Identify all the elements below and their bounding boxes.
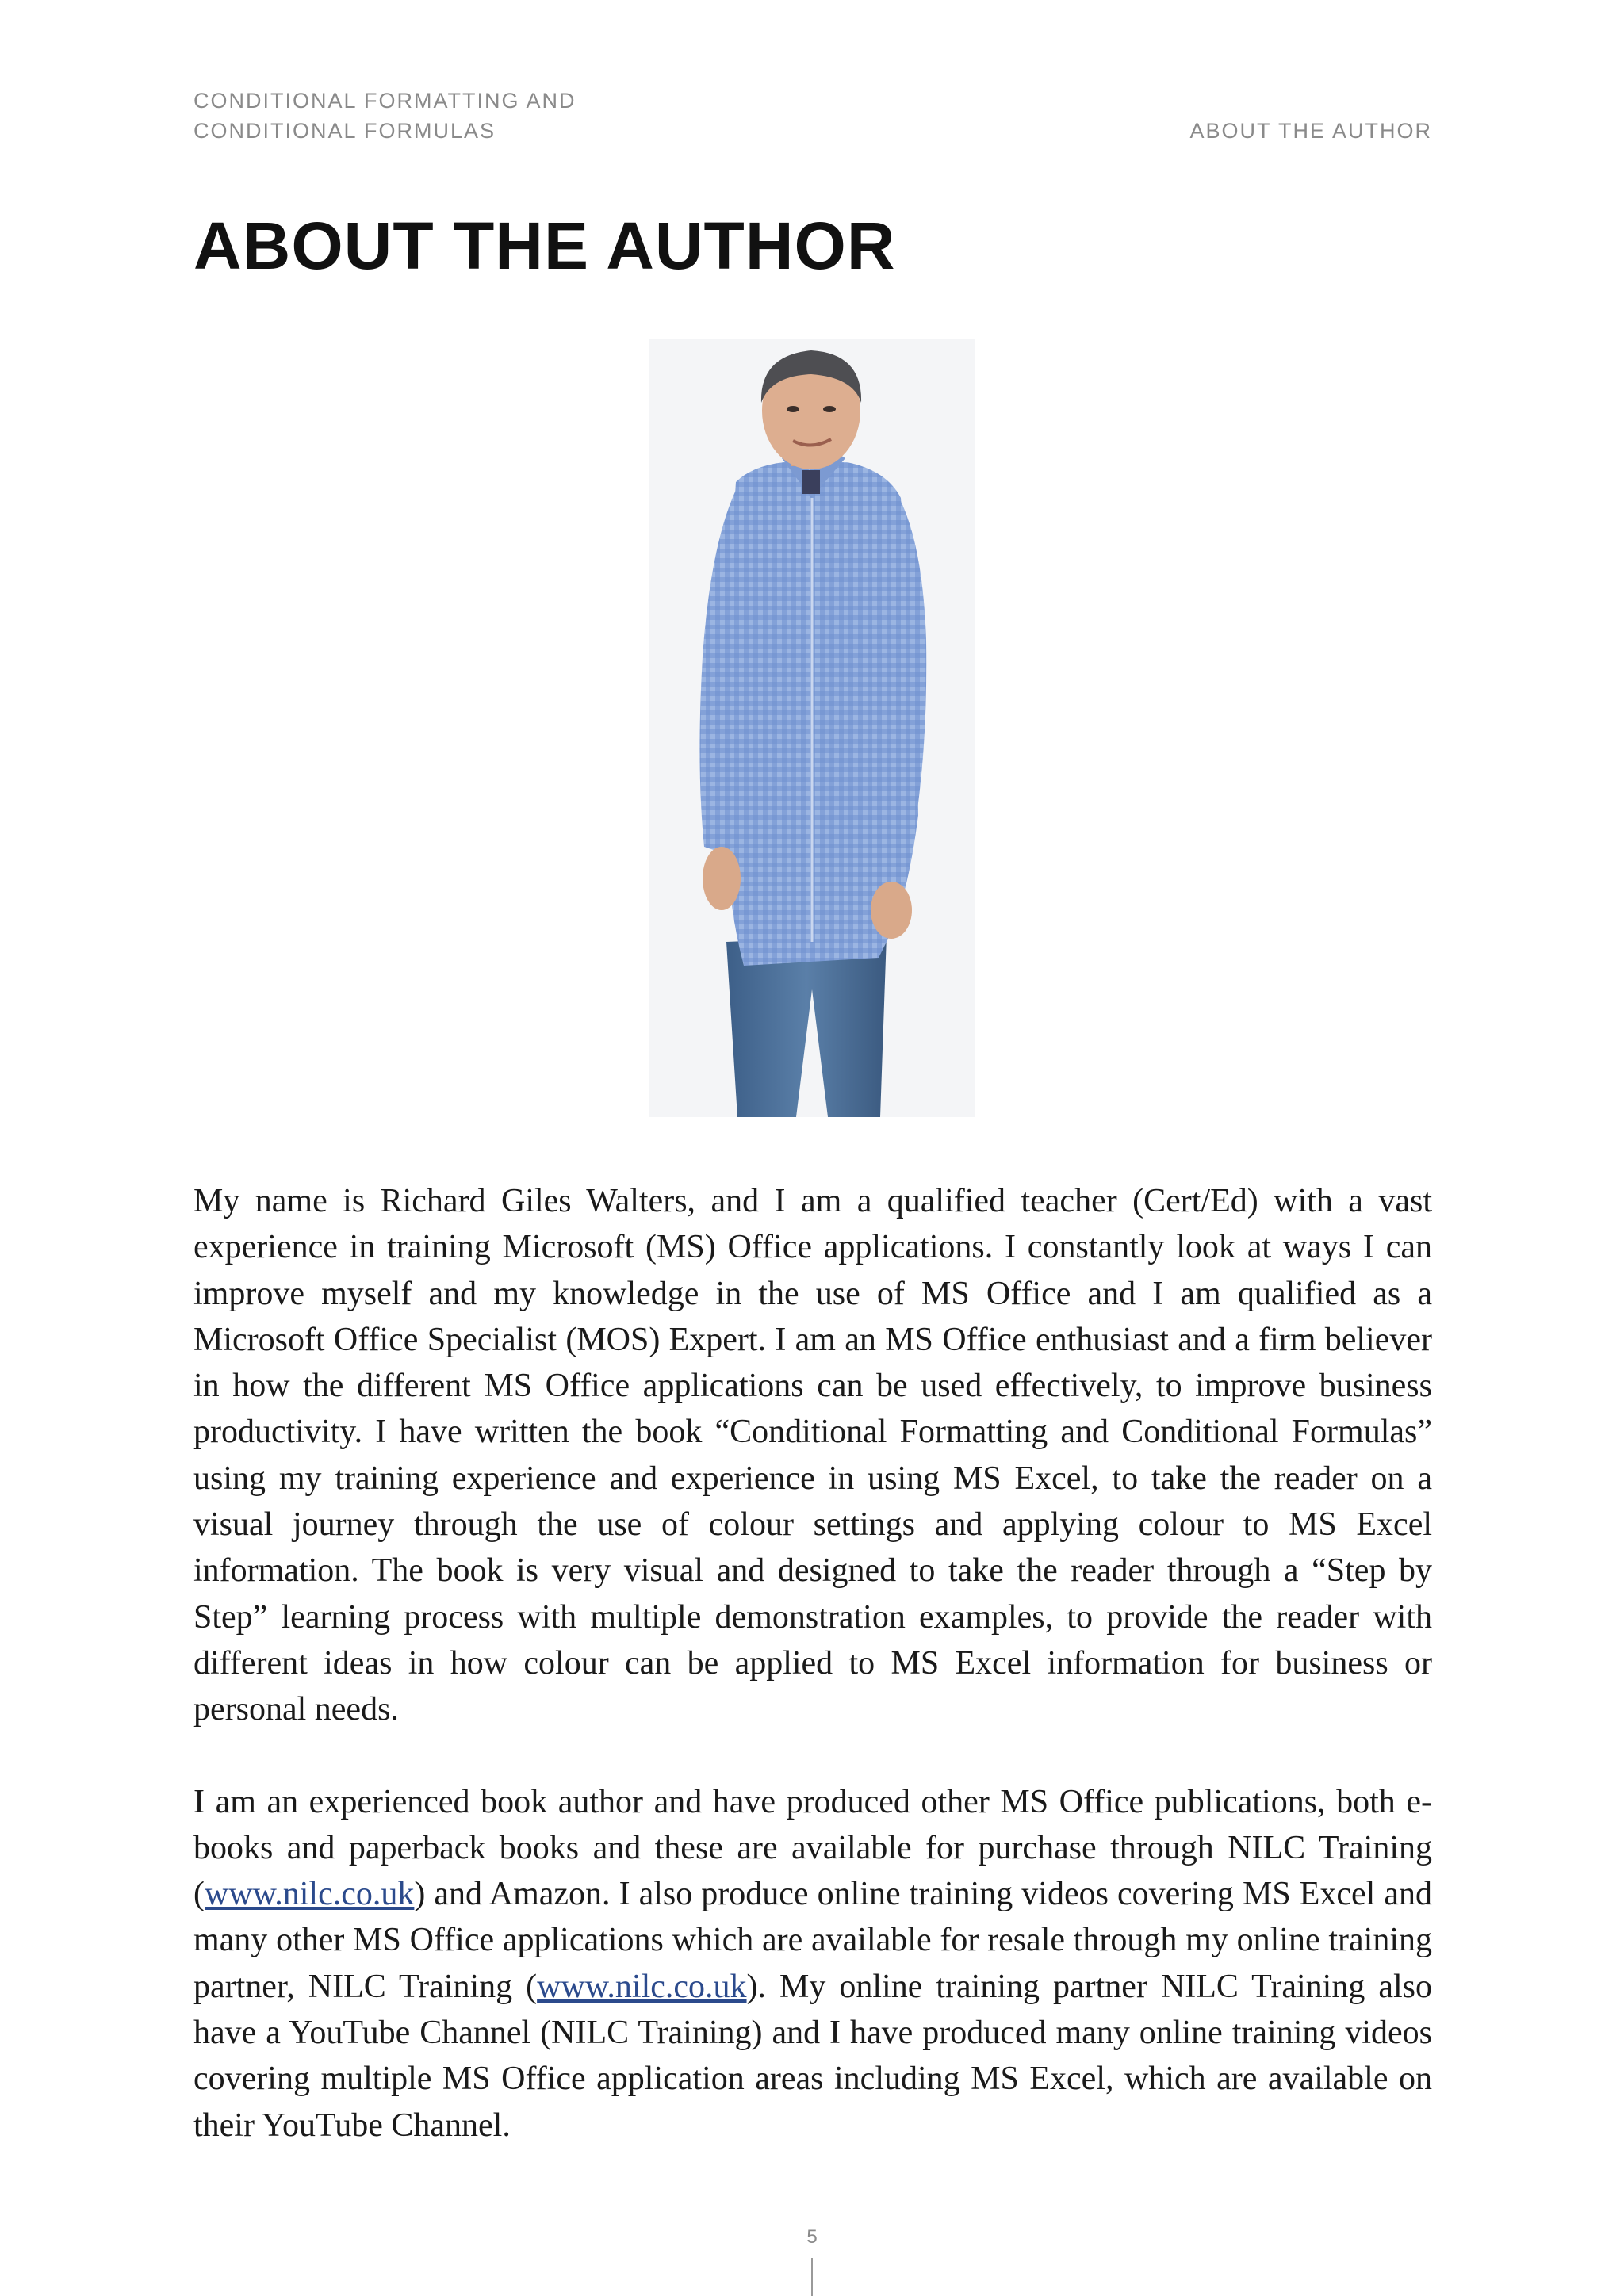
paragraph-publications-part-1: I am an experienced book author and have produced other MS Office publications, both e-books and paperback books and these are available for purchase through NILC Training (	[193, 1783, 1432, 1913]
running-head-line-2: CONDITIONAL FORMULAS	[193, 119, 496, 143]
page-title: ABOUT THE AUTHOR	[193, 209, 896, 283]
paragraph-publications-part-2: ) and Amazon. I also produce online training videos covering MS Excel and many other MS Office applications which are available for resale through my online training partner, NILC Training (	[193, 1876, 1432, 2005]
running-head-line-1: CONDITIONAL FORMATTING AND	[193, 89, 576, 113]
paragraph-publications	[193, 1779, 1432, 2149]
page-number: 5	[806, 2226, 818, 2248]
nilc-website-link[interactable]: www.nilc.co.uk	[205, 1876, 415, 1913]
running-head-book-title	[193, 86, 576, 146]
nilc-website-link-2[interactable]: www.nilc.co.uk	[537, 1968, 747, 2005]
author-photo	[649, 339, 975, 1117]
running-head-section: ABOUT THE AUTHOR	[1189, 119, 1432, 143]
body-text	[193, 1178, 1432, 2195]
page-number-rule	[811, 2258, 813, 2296]
paragraph-intro: My name is Richard Giles Walters, and I am a qualified teacher (Cert/Ed) with a vast experience in training Microsoft (MS) Office applications. I constantly look at ways I can improve myself and my knowledge in the use of MS Office and I am qualified as a Microsoft Office Specialist (MOS) Expert. I am an MS Office enthusiast and a firm believer in how the different MS Office applications can be used effectively, to improve business productivity. I have written the book “Conditional Formatting and Conditional Formulas” using my training experience and experience in using MS Excel, to take the reader on a visual journey through the use of colour settings and applying colour to MS Excel information. The book is very visual and designed to take the reader through a “Step by Step” learning process with multiple demonstration examples, to provide the reader with different ideas in how colour can be applied to MS Excel information for business or personal needs.	[193, 1183, 1432, 1728]
paragraph-publications-part-3: ). My online training partner NILC Training also have a YouTube Channel (NILC Training) and I have produced many online training videos covering multiple MS Office application areas including MS Excel, which are available on their YouTube Channel.	[193, 1968, 1432, 2144]
